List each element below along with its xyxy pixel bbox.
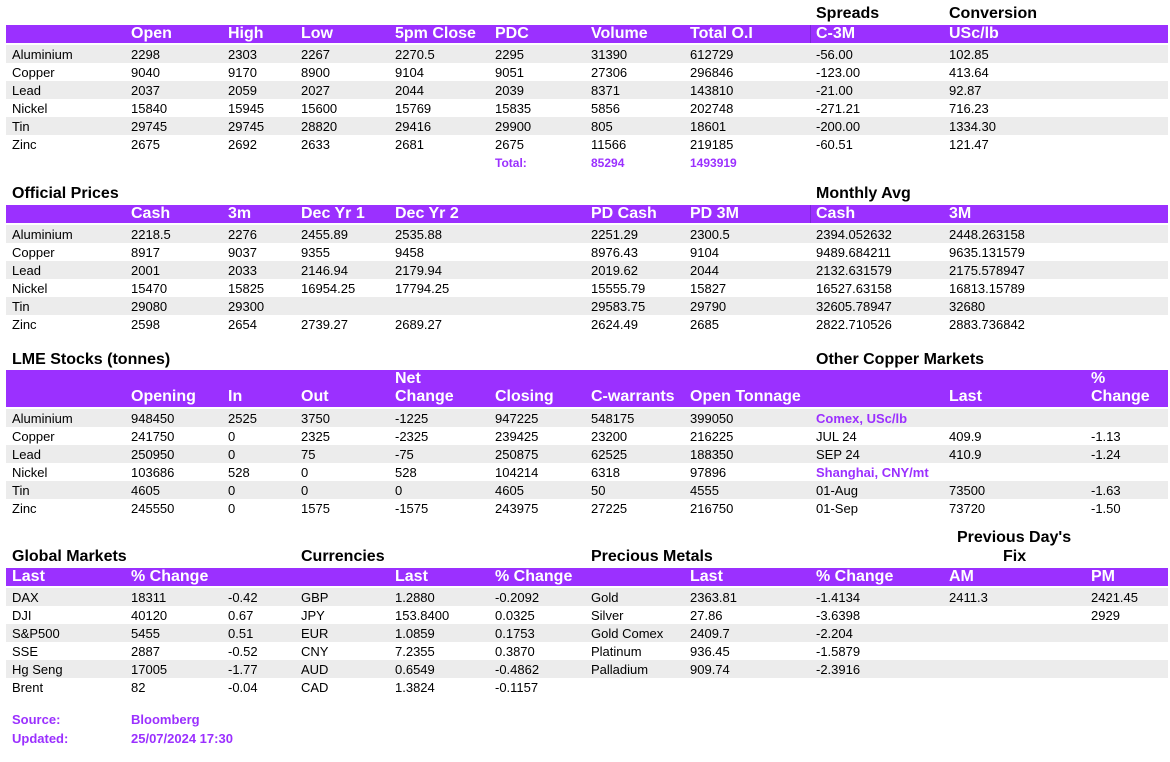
- official-cell: 2448.263158: [949, 227, 1025, 242]
- price-cell: 2037: [131, 83, 160, 98]
- price-cell: 8371: [591, 83, 620, 98]
- prices-col-header: High: [228, 25, 264, 42]
- price-cell: 31390: [591, 47, 628, 62]
- stocks-cell: 0: [301, 465, 309, 480]
- precious-cell: -1.5879: [816, 644, 861, 659]
- official-cell: 2300.5: [690, 227, 730, 242]
- price-cell: 202748: [690, 101, 734, 116]
- fix-cell: 2411.3: [949, 590, 988, 605]
- price-cell: 11566: [591, 137, 627, 152]
- price-cell: -21.00: [816, 83, 853, 98]
- official-cell: 17794.25: [395, 281, 450, 296]
- currency-cell: 1.2880: [395, 590, 435, 605]
- price-cell: 2044: [395, 83, 424, 98]
- price-cell: 143810: [690, 83, 734, 98]
- official-header-bar: [6, 205, 1168, 223]
- price-cell: 102.85: [949, 47, 989, 62]
- metal-name: Nickel: [12, 465, 48, 480]
- global-cell: -0.42: [228, 590, 258, 605]
- official-cell: 2276: [228, 227, 257, 242]
- updated-label: Updated:: [12, 731, 69, 746]
- stocks-cell: 548175: [591, 411, 635, 426]
- stocks-cell: 62525: [591, 447, 628, 462]
- official-col-header: PD Cash: [591, 205, 657, 222]
- metal-name: Copper: [12, 245, 55, 260]
- row-stripe: [6, 45, 1168, 63]
- precious-cell: -2.3916: [816, 662, 861, 677]
- official-cell: 2739.27: [301, 317, 348, 332]
- copper-cell: -1.13: [1091, 429, 1121, 444]
- currency-cell: AUD: [301, 662, 329, 677]
- metal-name: Tin: [12, 119, 30, 134]
- copper-cell: 73720: [949, 501, 986, 516]
- official-cell: 16954.25: [301, 281, 356, 296]
- stocks-cell: 243975: [495, 501, 539, 516]
- price-cell: 2675: [495, 137, 524, 152]
- stocks-cell: 6318: [591, 465, 620, 480]
- price-cell: 2267: [301, 47, 330, 62]
- official-cell: 9104: [690, 245, 719, 260]
- global-cell: 2887: [131, 644, 160, 659]
- price-cell: 92.87: [949, 83, 982, 98]
- stocks-col-header: Opening: [131, 388, 196, 405]
- source-label: Source:: [12, 712, 61, 727]
- official-cell: 16527.63158: [816, 281, 892, 296]
- metal-name: Lead: [12, 83, 41, 98]
- copper-cell: 01-Sep: [816, 501, 858, 516]
- global-cell: Brent: [12, 680, 44, 695]
- price-cell: 716.23: [949, 101, 989, 116]
- price-cell: 2295: [495, 47, 524, 62]
- official-cell: 2033: [228, 263, 257, 278]
- global-cell: 82: [131, 680, 146, 695]
- markets-col-header: % Change: [131, 568, 209, 585]
- metal-name: Aluminium: [12, 47, 73, 62]
- price-cell: 2039: [495, 83, 524, 98]
- metal-name: Nickel: [12, 281, 48, 296]
- stocks-cell: -2325: [395, 429, 429, 444]
- stocks-cell: 250875: [495, 447, 539, 462]
- price-cell: 2681: [395, 137, 424, 152]
- net-header-top: Net: [395, 370, 421, 387]
- stocks-col-header: Closing: [495, 388, 554, 405]
- stocks-cell: 103686: [131, 465, 175, 480]
- stocks-cell: 27225: [591, 501, 628, 516]
- row-stripe: [6, 445, 1168, 463]
- copper-cell: 01-Aug: [816, 483, 858, 498]
- metal-name: Zinc: [12, 137, 37, 152]
- official-cell: 9458: [395, 245, 424, 260]
- row-stripe: [6, 624, 1168, 642]
- price-cell: 29745: [131, 119, 168, 134]
- markets-col-header: AM: [949, 568, 974, 585]
- prices-col-header: Total O.I: [690, 25, 753, 42]
- official-cell: 8917: [131, 245, 160, 260]
- official-col-header: Dec Yr 1: [301, 205, 365, 222]
- copper-cell: -1.63: [1091, 483, 1121, 498]
- metal-name: Zinc: [12, 501, 37, 516]
- global-cell: S&P500: [12, 626, 60, 641]
- official-col-header: 3m: [228, 205, 252, 222]
- global-cell: 0.67: [228, 608, 254, 623]
- precious-cell: -2.204: [816, 626, 853, 641]
- price-cell: 2303: [228, 47, 257, 62]
- markets-col-header: % Change: [816, 568, 894, 585]
- official-cell: 2001: [131, 263, 160, 278]
- stocks-cell: 250950: [131, 447, 175, 462]
- metal-name: Zinc: [12, 317, 37, 332]
- price-cell: 27306: [591, 65, 628, 80]
- price-cell: 28820: [301, 119, 338, 134]
- precious-cell: Palladium: [591, 662, 649, 677]
- stocks-cell: 1575: [301, 501, 330, 516]
- stocks-cell: 2325: [301, 429, 330, 444]
- global-cell: Hg Seng: [12, 662, 63, 677]
- price-cell: 29900: [495, 119, 532, 134]
- metal-name: Copper: [12, 65, 55, 80]
- official-cell: 2132.631579: [816, 263, 892, 278]
- official-cell: 29300: [228, 299, 265, 314]
- global-cell: 0.51: [228, 626, 254, 641]
- currency-cell: 0.6549: [395, 662, 435, 677]
- global-cell: DJI: [12, 608, 32, 623]
- row-stripe: [6, 588, 1168, 606]
- official-cell: 15827: [690, 281, 727, 296]
- price-cell: 2027: [301, 83, 330, 98]
- official-cell: 2654: [228, 317, 257, 332]
- fix-title-line1: Previous Day's: [957, 529, 1072, 546]
- pct-header-top: %: [1091, 370, 1106, 387]
- markets-col-header: Last: [12, 568, 45, 585]
- precious-metals-title: Precious Metals: [591, 548, 713, 565]
- official-col-header: PD 3M: [690, 205, 739, 222]
- currency-cell: -0.2092: [495, 590, 540, 605]
- metal-name: Lead: [12, 263, 41, 278]
- stocks-cell: 4605: [495, 483, 524, 498]
- monthly-divider: [810, 205, 811, 223]
- stocks-col-header: Change: [395, 388, 454, 405]
- price-cell: 15945: [228, 101, 265, 116]
- price-cell: 2298: [131, 47, 160, 62]
- precious-cell: Platinum: [591, 644, 642, 659]
- precious-cell: 2409.7: [690, 626, 730, 641]
- copper-pct-header: Change: [1091, 388, 1150, 405]
- price-cell: -56.00: [816, 47, 853, 62]
- markets-col-header: PM: [1091, 568, 1115, 585]
- official-cell: 15555.79: [591, 281, 646, 296]
- currency-cell: 153.8400: [395, 608, 450, 623]
- other-copper-title: Other Copper Markets: [816, 351, 985, 368]
- row-stripe: [6, 81, 1168, 99]
- official-cell: 29583.75: [591, 299, 646, 314]
- price-cell: -123.00: [816, 65, 861, 80]
- price-cell: 5856: [591, 101, 620, 116]
- price-cell: 18601: [690, 119, 727, 134]
- row-stripe: [6, 409, 1168, 427]
- stocks-cell: 104214: [495, 465, 539, 480]
- price-cell: 2270.5: [395, 47, 435, 62]
- metal-name: Nickel: [12, 101, 48, 116]
- price-cell: 612729: [690, 47, 734, 62]
- price-cell: 2059: [228, 83, 257, 98]
- metal-name: Copper: [12, 429, 55, 444]
- copper-cell: 410.9: [949, 447, 982, 462]
- total-open-interest: 1493919: [690, 156, 737, 170]
- official-col-header: Dec Yr 2: [395, 205, 459, 222]
- global-cell: -0.52: [228, 644, 258, 659]
- stocks-cell: 97896: [690, 465, 727, 480]
- official-cell: 2044: [690, 263, 719, 278]
- total-label: Total:: [495, 156, 527, 170]
- official-cell: 2175.578947: [949, 263, 1025, 278]
- currency-cell: -0.1157: [495, 680, 539, 695]
- official-cell: 2624.49: [591, 317, 638, 332]
- official-cell: 8976.43: [591, 245, 638, 260]
- global-cell: SSE: [12, 644, 39, 659]
- official-cell: 2218.5: [131, 227, 171, 242]
- copper-cell: JUL 24: [816, 429, 857, 444]
- stocks-cell: 23200: [591, 429, 628, 444]
- row-stripe: [6, 481, 1168, 499]
- official-cell: 16813.15789: [949, 281, 1025, 296]
- precious-cell: -3.6398: [816, 608, 861, 623]
- official-cell: 2019.62: [591, 263, 638, 278]
- spreads-divider: [810, 25, 811, 43]
- copper-cell: -1.24: [1091, 447, 1121, 462]
- price-cell: -271.21: [816, 101, 861, 116]
- currency-cell: 0.1753: [495, 626, 535, 641]
- prices-col-header: Open: [131, 25, 172, 42]
- price-cell: 413.64: [949, 65, 989, 80]
- stocks-cell: -1575: [395, 501, 429, 516]
- official-col-header: Cash: [131, 205, 171, 222]
- metal-name: Tin: [12, 299, 30, 314]
- official-cell: 2598: [131, 317, 160, 332]
- price-cell: 29745: [228, 119, 265, 134]
- stocks-cell: 188350: [690, 447, 734, 462]
- official-cell: 9037: [228, 245, 257, 260]
- precious-cell: Gold: [591, 590, 619, 605]
- monthly-avg-title: Monthly Avg: [816, 185, 911, 202]
- price-cell: 29416: [395, 119, 432, 134]
- stocks-cell: 4605: [131, 483, 160, 498]
- price-cell: 15600: [301, 101, 338, 116]
- price-cell: 9170: [228, 65, 257, 80]
- prices-col-header: Low: [301, 25, 333, 42]
- markets-col-header: Last: [690, 568, 723, 585]
- stocks-col-header: In: [228, 388, 243, 405]
- official-col-header: Cash: [816, 205, 856, 222]
- copper-market-label: Comex, USc/lb: [816, 411, 908, 426]
- price-cell: 121.47: [949, 137, 989, 152]
- currency-cell: 0.3870: [495, 644, 535, 659]
- metal-name: Lead: [12, 447, 41, 462]
- copper-cell: 409.9: [949, 429, 982, 444]
- price-cell: 296846: [690, 65, 734, 80]
- stocks-cell: 947225: [495, 411, 539, 426]
- stocks-cell: 216750: [690, 501, 734, 516]
- markets-col-header: % Change: [495, 568, 573, 585]
- currency-cell: EUR: [301, 626, 329, 641]
- official-cell: 2535.88: [395, 227, 442, 242]
- currency-cell: GBP: [301, 590, 329, 605]
- stocks-cell: 4555: [690, 483, 719, 498]
- fix-cell: 2929: [1091, 608, 1120, 623]
- source-value: Bloomberg: [131, 712, 200, 727]
- price-cell: 219185: [690, 137, 734, 152]
- precious-cell: 909.74: [690, 662, 730, 677]
- prices-col-header: C-3M: [816, 25, 856, 42]
- stocks-cell: 50: [591, 483, 606, 498]
- official-cell: 9489.684211: [816, 245, 891, 260]
- global-cell: -0.04: [228, 680, 258, 695]
- stocks-col-header: Open Tonnage: [690, 388, 801, 405]
- official-cell: 29080: [131, 299, 168, 314]
- stocks-cell: 2525: [228, 411, 257, 426]
- global-cell: -1.77: [228, 662, 258, 677]
- global-cell: 40120: [131, 608, 168, 623]
- stocks-cell: 0: [228, 483, 236, 498]
- currency-cell: 1.0859: [395, 626, 435, 641]
- copper-cell: 73500: [949, 483, 986, 498]
- precious-cell: 936.45: [690, 644, 730, 659]
- currency-cell: -0.4862: [495, 662, 540, 677]
- stocks-cell: 239425: [495, 429, 539, 444]
- currency-cell: JPY: [301, 608, 325, 623]
- global-cell: 17005: [131, 662, 168, 677]
- official-cell: 2685: [690, 317, 719, 332]
- row-stripe: [6, 660, 1168, 678]
- price-cell: 9051: [495, 65, 524, 80]
- lme-stocks-title: LME Stocks (tonnes): [12, 351, 171, 368]
- currencies-title: Currencies: [301, 548, 385, 565]
- markets-col-header: Last: [395, 568, 428, 585]
- global-markets-title: Global Markets: [12, 548, 127, 565]
- official-cell: 2394.052632: [816, 227, 892, 242]
- official-cell: 2251.29: [591, 227, 638, 242]
- currency-cell: CNY: [301, 644, 329, 659]
- official-cell: 2455.89: [301, 227, 348, 242]
- stocks-cell: 3750: [301, 411, 330, 426]
- official-cell: 15470: [131, 281, 168, 296]
- currency-cell: 1.3824: [395, 680, 435, 695]
- stocks-cell: -1225: [395, 411, 429, 426]
- official-col-header: 3M: [949, 205, 972, 222]
- precious-cell: Gold Comex: [591, 626, 664, 641]
- prices-col-header: PDC: [495, 25, 529, 42]
- stocks-cell: 0: [301, 483, 309, 498]
- prices-col-header: Volume: [591, 25, 648, 42]
- fix-cell: 2421.45: [1091, 590, 1138, 605]
- currency-cell: 0.0325: [495, 608, 535, 623]
- price-cell: 2633: [301, 137, 330, 152]
- stocks-cell: 528: [395, 465, 417, 480]
- global-cell: 18311: [131, 590, 167, 605]
- stocks-cell: 948450: [131, 411, 175, 426]
- price-cell: 15835: [495, 101, 532, 116]
- copper-last-header: Last: [949, 388, 982, 405]
- metal-name: Aluminium: [12, 227, 73, 242]
- stocks-cell: 0: [395, 483, 403, 498]
- precious-cell: Silver: [591, 608, 624, 623]
- price-cell: 15840: [131, 101, 168, 116]
- official-cell: 2146.94: [301, 263, 348, 278]
- stocks-cell: 528: [228, 465, 250, 480]
- official-cell: 15825: [228, 281, 265, 296]
- stocks-cell: 0: [228, 447, 236, 462]
- currency-cell: 7.2355: [395, 644, 435, 659]
- stocks-cell: 216225: [690, 429, 734, 444]
- spreads-title: Spreads: [816, 5, 880, 22]
- official-cell: 2179.94: [395, 263, 442, 278]
- currency-cell: CAD: [301, 680, 329, 695]
- global-cell: 5455: [131, 626, 160, 641]
- prices-col-header: USc/lb: [949, 25, 999, 42]
- official-cell: 32680: [949, 299, 986, 314]
- stocks-cell: 245550: [131, 501, 175, 516]
- official-cell: 9635.131579: [949, 245, 1025, 260]
- official-prices-title: Official Prices: [12, 185, 119, 202]
- conversion-title: Conversion: [949, 5, 1038, 22]
- official-cell: 9355: [301, 245, 330, 260]
- price-cell: 15769: [395, 101, 432, 116]
- official-cell: 2689.27: [395, 317, 442, 332]
- stocks-col-header: Out: [301, 388, 329, 405]
- metal-name: Aluminium: [12, 411, 73, 426]
- price-cell: 9040: [131, 65, 160, 80]
- stocks-cell: 399050: [690, 411, 734, 426]
- precious-cell: 27.86: [690, 608, 723, 623]
- official-cell: 2822.710526: [816, 317, 892, 332]
- price-cell: 805: [591, 119, 613, 134]
- stocks-cell: 0: [228, 501, 236, 516]
- updated-value: 25/07/2024 17:30: [131, 731, 233, 746]
- price-cell: 2675: [131, 137, 160, 152]
- stocks-col-header: C-warrants: [591, 388, 675, 405]
- official-cell: 29790: [690, 299, 727, 314]
- row-stripe: [6, 297, 1168, 315]
- precious-cell: 2363.81: [690, 590, 737, 605]
- price-cell: 8900: [301, 65, 330, 80]
- price-cell: 9104: [395, 65, 424, 80]
- price-cell: -200.00: [816, 119, 861, 134]
- total-volume: 85294: [591, 156, 625, 170]
- official-cell: 2883.736842: [949, 317, 1025, 332]
- stocks-cell: -75: [395, 447, 414, 462]
- global-cell: DAX: [12, 590, 39, 605]
- precious-cell: -1.4134: [816, 590, 861, 605]
- prices-col-header: 5pm Close: [395, 25, 476, 42]
- stocks-cell: 241750: [131, 429, 175, 444]
- metal-name: Tin: [12, 483, 30, 498]
- copper-market-label: Shanghai, CNY/mt: [816, 465, 929, 480]
- price-cell: 1334.30: [949, 119, 996, 134]
- fix-title-line2: Fix: [1003, 548, 1027, 565]
- stocks-cell: 0: [228, 429, 236, 444]
- copper-cell: -1.50: [1091, 501, 1121, 516]
- stocks-cell: 75: [301, 447, 316, 462]
- copper-cell: SEP 24: [816, 447, 860, 462]
- official-cell: 32605.78947: [816, 299, 892, 314]
- price-cell: -60.51: [816, 137, 853, 152]
- price-cell: 2692: [228, 137, 257, 152]
